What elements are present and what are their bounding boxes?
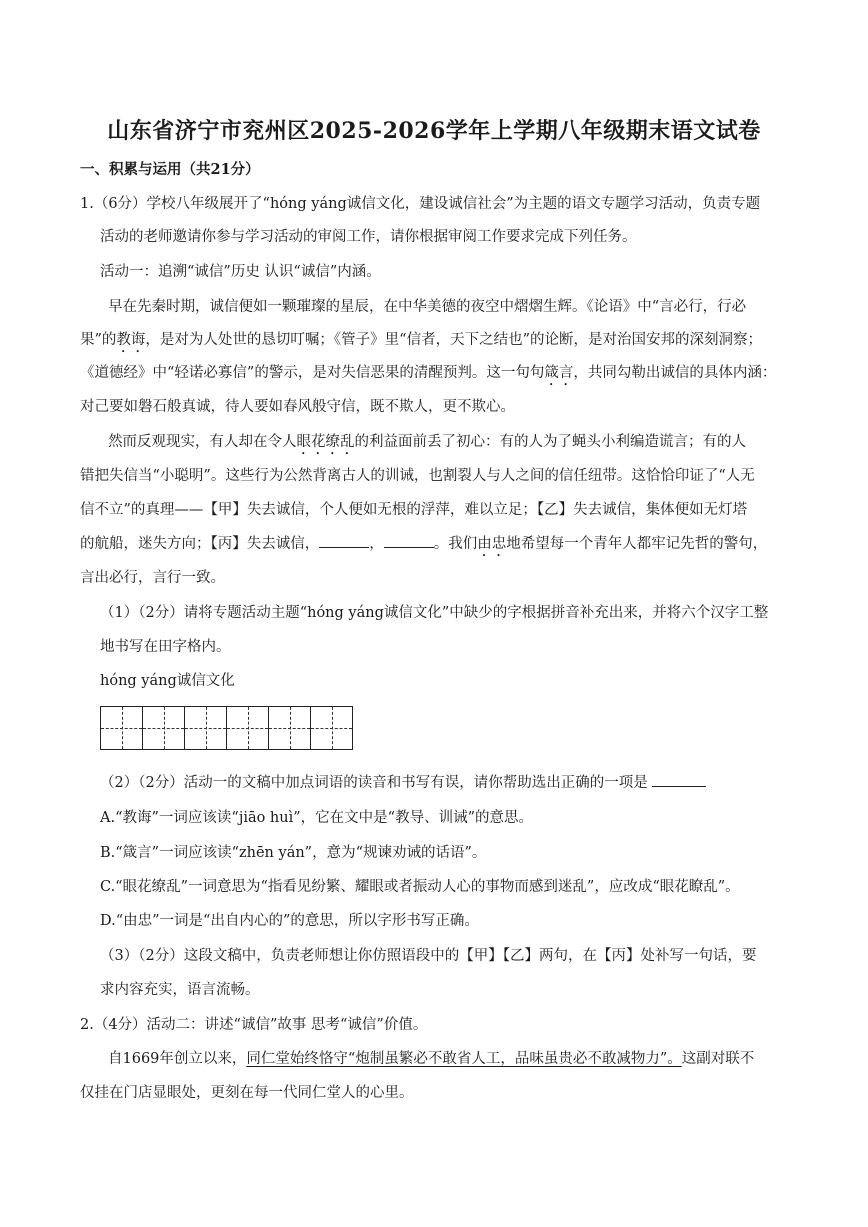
para1-line3: 《道德经》中“轻诺必寡信”的警示，是对失信恶果的清醒预判。这一句句箴言，共同勾勒出诚信的具体内涵：	[80, 365, 777, 381]
tianzige-cell[interactable]	[184, 706, 227, 750]
sub3-line2: 求内容充实，语言流畅。	[100, 982, 260, 998]
q1-stem-line1: 1.（6分）学校八年级展开了“hóng yáng诚信文化，建设诚信社会”为主题的语文专题学习活动，负责专题	[80, 196, 761, 212]
page-title: 山东省济宁市兖州区2025-2026学年上学期八年级期末语文试卷	[107, 118, 761, 144]
para1-line4: 对己要如磐石般真诚，待人要如春风般守信，既不欺人，更不欺心。	[80, 399, 515, 415]
option-b: B.“箴言”一词应该读“zhēn yán”，意为“规谏劝诫的话语”。	[100, 845, 487, 861]
tianzige-cell[interactable]	[142, 706, 185, 750]
sub1-label: hóng yáng诚信文化	[100, 673, 235, 689]
answer-blank[interactable]	[652, 772, 706, 787]
tianzige-cell[interactable]	[268, 706, 311, 750]
para2-line4: 的航船，迷失方向；【丙】失去诚信， ， 。我们由忠地希望每一个青年人都牢记先哲的警句，	[80, 528, 792, 561]
para1-line2: 果”的教诲，是对为人处世的恳切叮嘱；《管子》里“信者，天下之结也”的论断，是对治国安邦的深刻洞察；	[80, 332, 762, 348]
sub2-stem: （2）（2分）活动一的文稿中加点词语的读音和书写有误，请你帮助选出正确的一项是	[100, 767, 792, 800]
answer-blank[interactable]	[384, 533, 434, 548]
para2-line1: 然而反观现实，有人却在令人眼花缭乱的利益面前丢了初心：有的人为了蝇头小利编造谎言；有的人	[108, 434, 746, 450]
option-c: C.“眼花缭乱”一词意思为“指看见纷繁、耀眼或者振动人心的事物而感到迷乱”，应改成“眼花瞭乱”。	[100, 879, 740, 895]
tianzige-grid	[100, 706, 353, 750]
q2-stem: 2.（4分）活动二：讲述“诚信”故事 思考“诚信”价值。	[80, 1017, 428, 1033]
sub1-line1: （1）（2分）请将专题活动主题“hóng yáng诚信文化”中缺少的字根据拼音补充出来，并将六个汉字工整	[100, 605, 769, 621]
q2-para-line2: 仅挂在门店显眼处，更刻在每一代同仁堂人的心里。	[80, 1085, 414, 1101]
tianzige-cell[interactable]	[226, 706, 269, 750]
sub3-line1: （3）（2分）这段文稿中，负责老师想让你仿照语段中的【甲】【乙】两句，在【丙】处补写一句话，要	[100, 948, 757, 964]
para2-line2: 错把失信当“小聪明”。这些行为公然背离古人的训诫，也割裂人与人之间的信任纽带。这恰恰印证了“人无	[80, 468, 755, 484]
activity1-title: 活动一：追溯“诚信”历史 认识“诚信”内涵。	[100, 264, 381, 280]
q2-para-line1: 自1669年创立以来，同仁堂始终恪守“炮制虽繁必不敢省人工，品味虽贵必不敢减物力”。这副对联不	[108, 1051, 755, 1067]
para1-line1: 早在先秦时期，诚信便如一颗璀璨的星辰，在中华美德的夜空中熠熠生辉。《论语》中“言必行，行必	[108, 299, 747, 315]
answer-blank[interactable]	[319, 533, 369, 548]
option-d: D.“由忠”一词是“出自内心的”的意思，所以字形书写正确。	[100, 913, 479, 929]
tianzige-cell[interactable]	[100, 706, 143, 750]
para2-line3: 信不立”的真理——【甲】失去诚信，个人便如无根的浮萍，难以立足；【乙】失去诚信，集体便如无灯塔	[80, 502, 748, 518]
para2-line5: 言出必行，言行一致。	[80, 570, 225, 586]
section-heading: 一、积累与运用（共21分）	[80, 161, 260, 178]
option-a: A.“教诲”一词应该读“jiāo huì”，它在文中是“教导、训诫”的意思。	[100, 810, 533, 826]
tianzige-cell[interactable]	[310, 706, 353, 750]
q1-stem-line2: 活动的老师邀请你参与学习活动的审阅工作，请你根据审阅工作要求完成下列任务。	[100, 229, 637, 245]
sub1-line2: 地书写在田字格内。	[100, 639, 231, 655]
